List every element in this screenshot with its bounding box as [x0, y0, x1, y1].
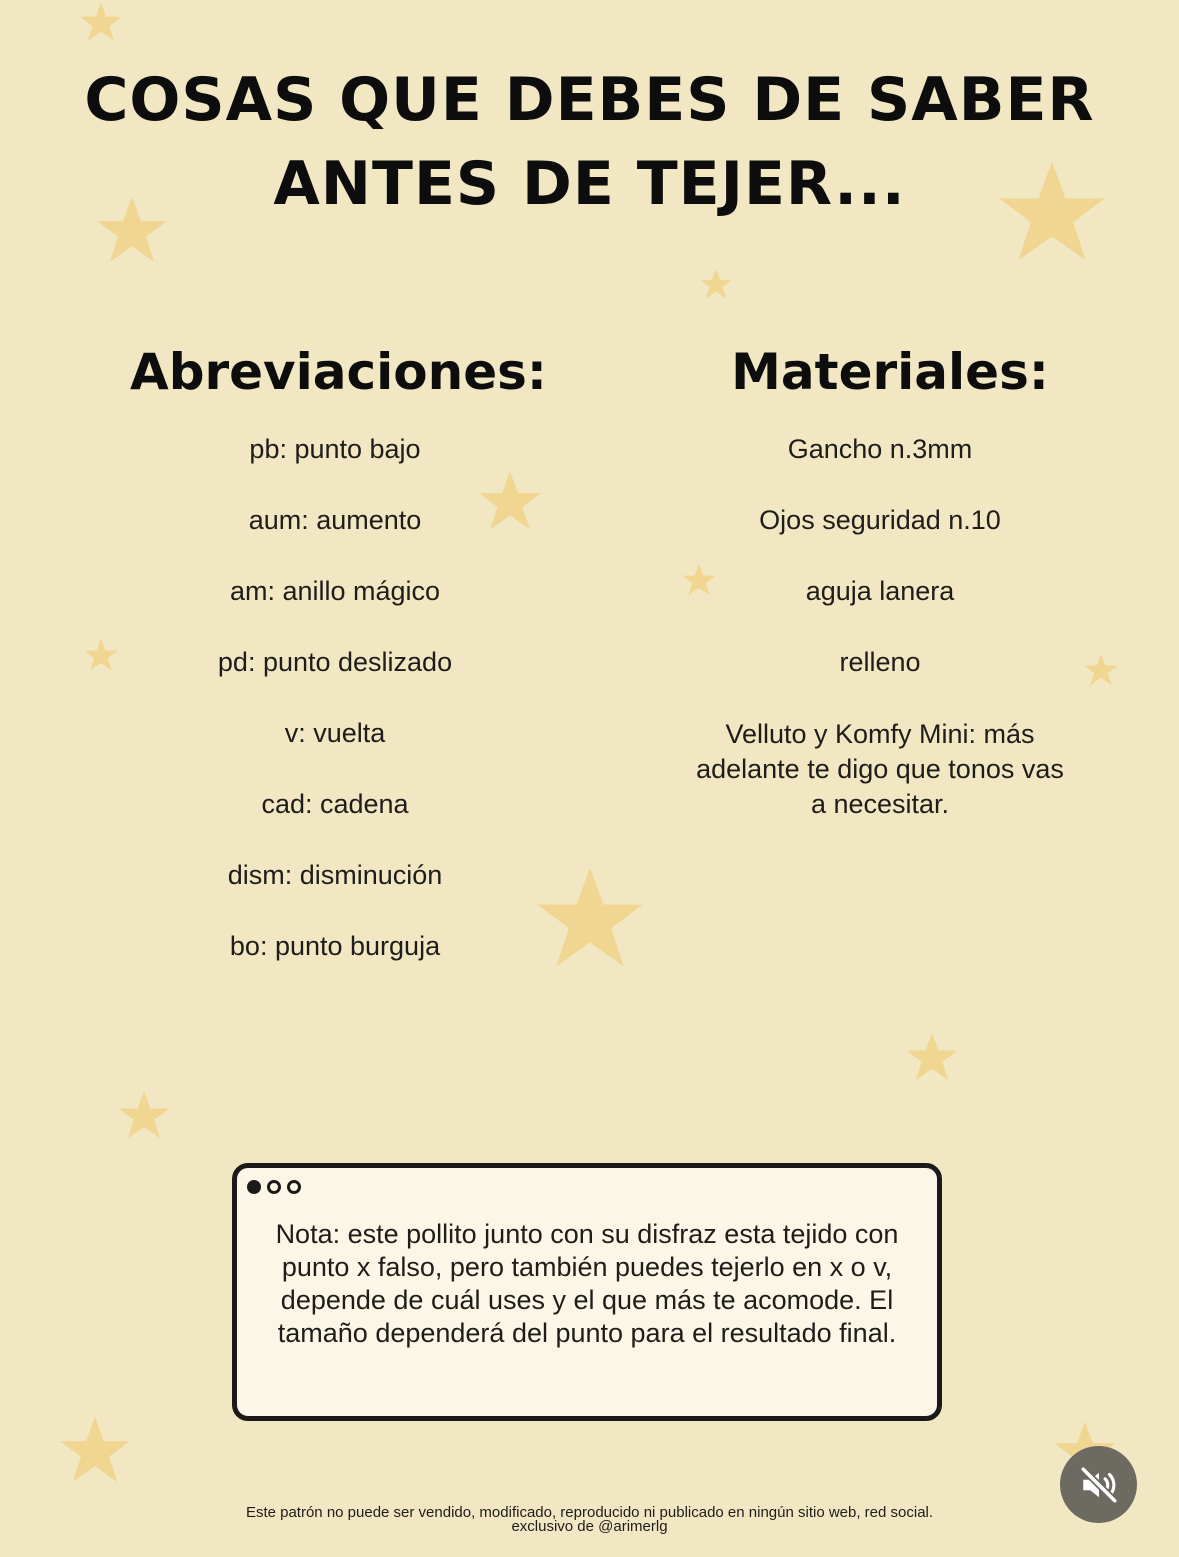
footer-disclaimer: Este patrón no puede ser vendido, modificado, reproducido ni publicado en ningún sitio web, red social.: [245, 1504, 934, 1521]
list-item: Velluto y Komfy Mini: más adelante te digo que tonos vas a necesitar.: [696, 719, 1064, 819]
window-dots: [247, 1180, 301, 1194]
list-item: Ojos seguridad n.10: [759, 505, 1001, 535]
note-box: [232, 1163, 942, 1421]
star-icon: [904, 1030, 960, 1084]
dot-icon: [287, 1180, 301, 1194]
list-item: relleno: [839, 647, 921, 677]
materials-heading: Materiales:: [731, 343, 1049, 401]
list-item: bo: punto burguja: [229, 931, 441, 961]
star-icon: [1082, 652, 1120, 688]
star-icon: [56, 1413, 134, 1487]
dot-icon: [247, 1180, 261, 1194]
dot-icon: [267, 1180, 281, 1194]
list-item: am: anillo mágico: [229, 576, 441, 606]
page-title-line-2: ANTES DE TEJER...: [273, 149, 906, 219]
star-icon: [72, 0, 130, 44]
list-item: pb: punto bajo: [249, 434, 421, 464]
speaker-muted-icon: [1078, 1464, 1120, 1506]
list-item: Gancho n.3mm: [787, 434, 973, 464]
mute-button[interactable]: [1060, 1446, 1137, 1523]
list-item: aum: aumento: [248, 505, 422, 535]
star-icon: [698, 267, 734, 301]
abbreviations-heading: Abreviaciones:: [130, 343, 547, 401]
list-item: pd: punto deslizado: [217, 647, 453, 677]
star-icon: [532, 862, 648, 974]
footer-credit: exclusivo de @arimerlg: [511, 1518, 668, 1535]
page-title: [0, 58, 1179, 226]
list-item: dism: disminución: [227, 860, 443, 890]
materials-list: [680, 433, 1080, 822]
abbreviations-list: [135, 433, 535, 1001]
list-item: aguja lanera: [805, 576, 955, 606]
list-item: cad: cadena: [261, 789, 409, 819]
list-item: v: vuelta: [284, 718, 386, 748]
star-icon: [116, 1088, 172, 1142]
page-title-line-1: COSAS QUE DEBES DE SABER: [84, 65, 1095, 135]
note-text: Nota: este pollito junto con su disfraz esta tejido con punto x falso, pero también puedes tejerlo en x o v, depende de cuál uses y el que más te acomode. El tamaño dependerá del punto para el resultado final.: [275, 1219, 899, 1348]
star-icon: [82, 637, 120, 673]
footer: [0, 1506, 1179, 1534]
